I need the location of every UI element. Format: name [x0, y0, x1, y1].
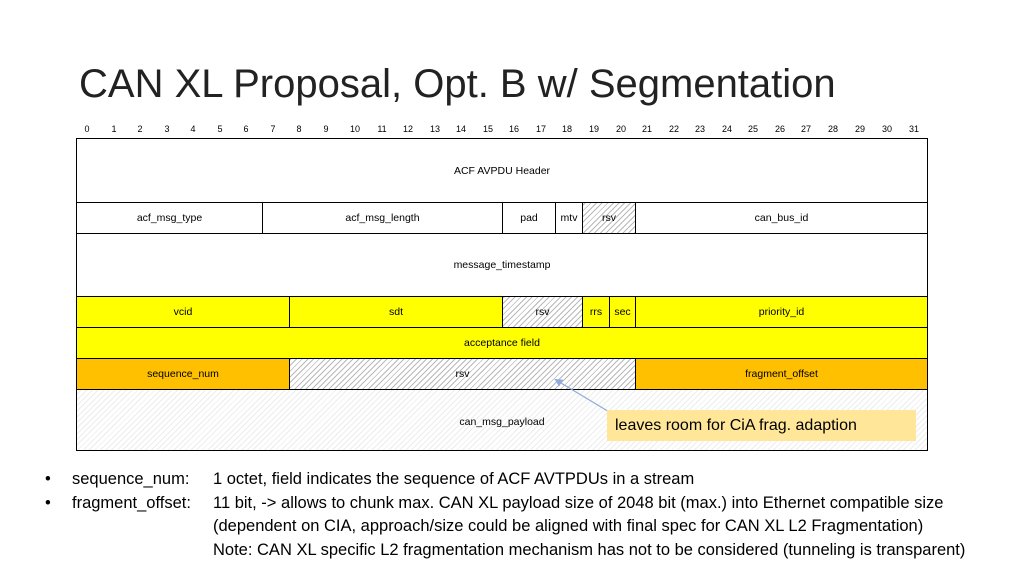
acf-msg-type-label: acf_msg_type: [136, 212, 203, 224]
bit-label: 16: [508, 124, 519, 134]
note-text: Note: CAN XL specific L2 fragmentation mechanism has not to be considered (tunneling is transparent): [213, 540, 966, 559]
bit-label: 7: [270, 124, 276, 134]
bit-label: 27: [800, 124, 811, 134]
vcid-label: vcid: [173, 306, 193, 318]
can-bus-id-label: can_bus_id: [754, 212, 809, 224]
bullet: •: [45, 493, 51, 512]
bit-label: 6: [243, 124, 249, 134]
bit-label: 10: [349, 124, 360, 134]
rrs-label: rrs: [589, 306, 603, 318]
bit-label: 28: [827, 124, 838, 134]
bit-label: 2: [137, 124, 143, 134]
bit-label: 9: [323, 124, 329, 134]
bit-label: 30: [881, 124, 892, 134]
reserved-label: rsv: [455, 368, 470, 380]
bit-label: 8: [296, 124, 302, 134]
acceptance-field-label: acceptance field: [464, 337, 540, 349]
bit-label: 0: [84, 124, 90, 134]
bit-label: 22: [668, 124, 679, 134]
acf-msg-length-label: acf_msg_length: [345, 212, 420, 224]
sequence-num-label: sequence_num: [147, 368, 219, 380]
note-item: [45, 492, 1020, 516]
bit-label: 24: [721, 124, 732, 134]
slide-title: CAN XL Proposal, Opt. B w/ Segmentation: [79, 62, 836, 106]
reserved-label: rsv: [602, 212, 616, 224]
note-key: sequence_num:: [72, 470, 190, 488]
note-text: 1 octet, field indicates the sequence of ACF AVTPDUs in a stream: [213, 470, 695, 488]
bit-label: 13: [429, 124, 440, 134]
bit-label: 23: [694, 124, 705, 134]
bit-label: 31: [908, 124, 919, 134]
reserved-label: rsv: [535, 306, 550, 318]
note-text: (dependent on CIA, approach/size could be aligned with final spec for CAN XL L2 Fragmentation): [213, 517, 924, 535]
mtv-label: mtv: [560, 212, 578, 224]
bit-label: 25: [747, 124, 758, 134]
bit-label: 3: [164, 124, 170, 134]
bit-label: 20: [615, 124, 626, 134]
pad-label: pad: [520, 212, 538, 224]
fragment-offset-label: fragment_offset: [745, 368, 818, 380]
note-item: [45, 468, 1020, 492]
bit-label: 12: [402, 124, 413, 134]
bit-label: 17: [535, 124, 546, 134]
priority-id-label: priority_id: [758, 306, 805, 318]
bit-label: 4: [190, 124, 196, 134]
can-msg-payload-label: can_msg_payload: [459, 416, 545, 428]
note-continuation: [45, 539, 1020, 563]
bit-label: 14: [455, 124, 466, 134]
sdt-label: sdt: [388, 306, 403, 318]
bit-label: 26: [774, 124, 785, 134]
bullet: •: [45, 470, 51, 488]
acf-avpdu-header-label: ACF AVPDU Header: [453, 164, 551, 177]
sec-label: sec: [614, 306, 631, 318]
bit-label: 18: [561, 124, 572, 134]
bit-label: 19: [588, 124, 599, 134]
note-text: 11 bit, -> allows to chunk max. CAN XL payload size of 2048 bit (max.) into Ethernet compatible size: [213, 493, 944, 512]
bit-label: 15: [482, 124, 493, 134]
notes-list: [45, 468, 1020, 562]
arrow-line: [556, 380, 611, 413]
bit-label: 29: [854, 124, 865, 134]
bit-label: 11: [377, 124, 387, 134]
note-key: fragment_offset:: [72, 493, 191, 512]
bit-label: 1: [111, 124, 117, 134]
callout-note: leaves room for CiA frag. adaption: [607, 410, 916, 441]
bit-label: 21: [641, 124, 652, 134]
bit-label: 5: [217, 124, 223, 134]
message-timestamp-label: message_timestamp: [453, 259, 551, 271]
note-continuation: [45, 515, 1020, 539]
